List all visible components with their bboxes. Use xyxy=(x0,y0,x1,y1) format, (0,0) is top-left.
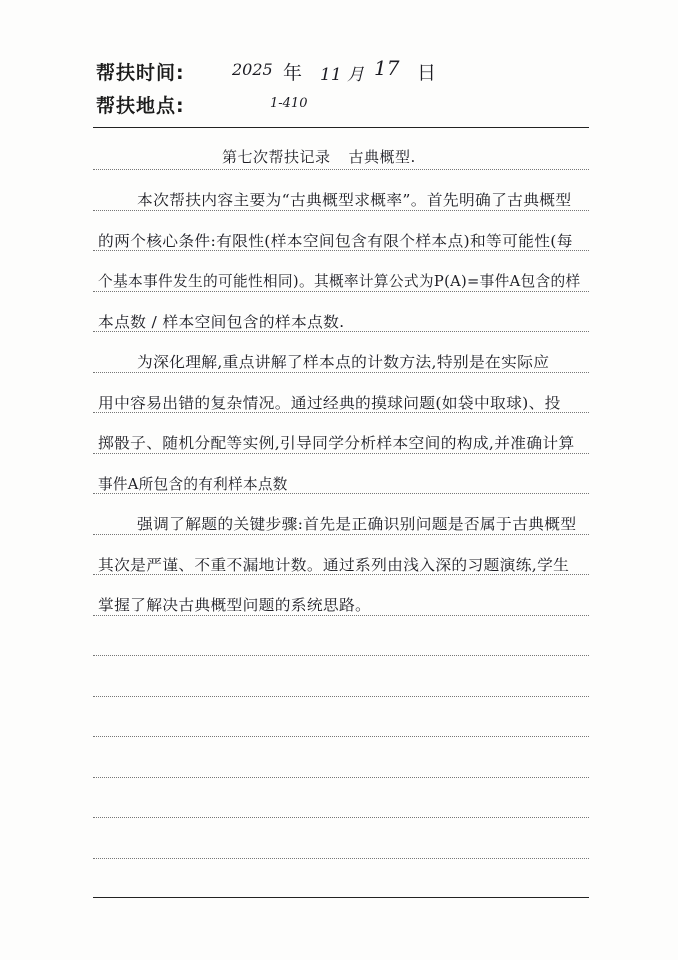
writing-line xyxy=(93,655,589,656)
body-text-line: 掌握了解决古典概型问题的系统思路。 xyxy=(98,596,372,614)
date-day-unit: 日 xyxy=(417,62,437,84)
header-divider xyxy=(93,127,589,128)
body-text-line: 掷骰子、随机分配等实例,引导同学分析样本空间的构成,并准确计算 xyxy=(98,434,575,452)
writing-line xyxy=(93,534,589,535)
writing-line xyxy=(93,210,589,211)
writing-line xyxy=(93,736,589,737)
writing-line xyxy=(93,372,589,373)
writing-line xyxy=(93,858,589,859)
body-text-line: 本次帮扶内容主要为“古典概型求概率”。首先明确了古典概型 xyxy=(137,191,572,209)
writing-line xyxy=(93,615,589,616)
body-text-line: 的两个核心条件:有限性(样本空间包含有限个样本点)和等可能性(每 xyxy=(98,232,573,250)
body-text-line: 其次是严谨、不重不漏地计数。通过系列由浅入深的习题演练,学生 xyxy=(98,556,570,574)
writing-line xyxy=(93,453,589,454)
date-month: 11 月 xyxy=(320,65,365,85)
record-topic: 古典概型. xyxy=(348,148,416,166)
body-text-line: 本点数 / 样本空间包含的样本点数. xyxy=(98,313,345,331)
time-label: 帮扶时间: xyxy=(96,62,185,84)
writing-line xyxy=(93,169,589,170)
writing-line xyxy=(93,696,589,697)
date-day: 17 xyxy=(374,56,400,80)
record-title-text: 第七次帮扶记录 xyxy=(222,148,331,166)
footer-divider xyxy=(93,897,589,898)
body-text-line: 用中容易出错的复杂情况。通过经典的摸球问题(如袋中取球)、投 xyxy=(98,394,561,412)
date-year-unit: 年 xyxy=(283,62,303,84)
body-text-line: 强调了解题的关键步骤:首先是正确识别问题是否属于古典概型 xyxy=(137,515,577,533)
place-label: 帮扶地点: xyxy=(96,95,185,117)
date-year: 2025 xyxy=(232,60,273,79)
writing-line xyxy=(93,777,589,778)
body-text-line: 事件A所包含的有利样本点数 xyxy=(98,475,288,493)
record-title xyxy=(222,146,416,167)
writing-line xyxy=(93,817,589,818)
writing-line xyxy=(93,291,589,292)
body-text-line: 为深化理解,重点讲解了样本点的计数方法,特别是在实际应 xyxy=(137,353,550,371)
place-value: 1-410 xyxy=(270,96,308,111)
body-text-line: 个基本事件发生的可能性相同)。其概率计算公式为P(A)=事件A包含的样 xyxy=(98,272,581,290)
